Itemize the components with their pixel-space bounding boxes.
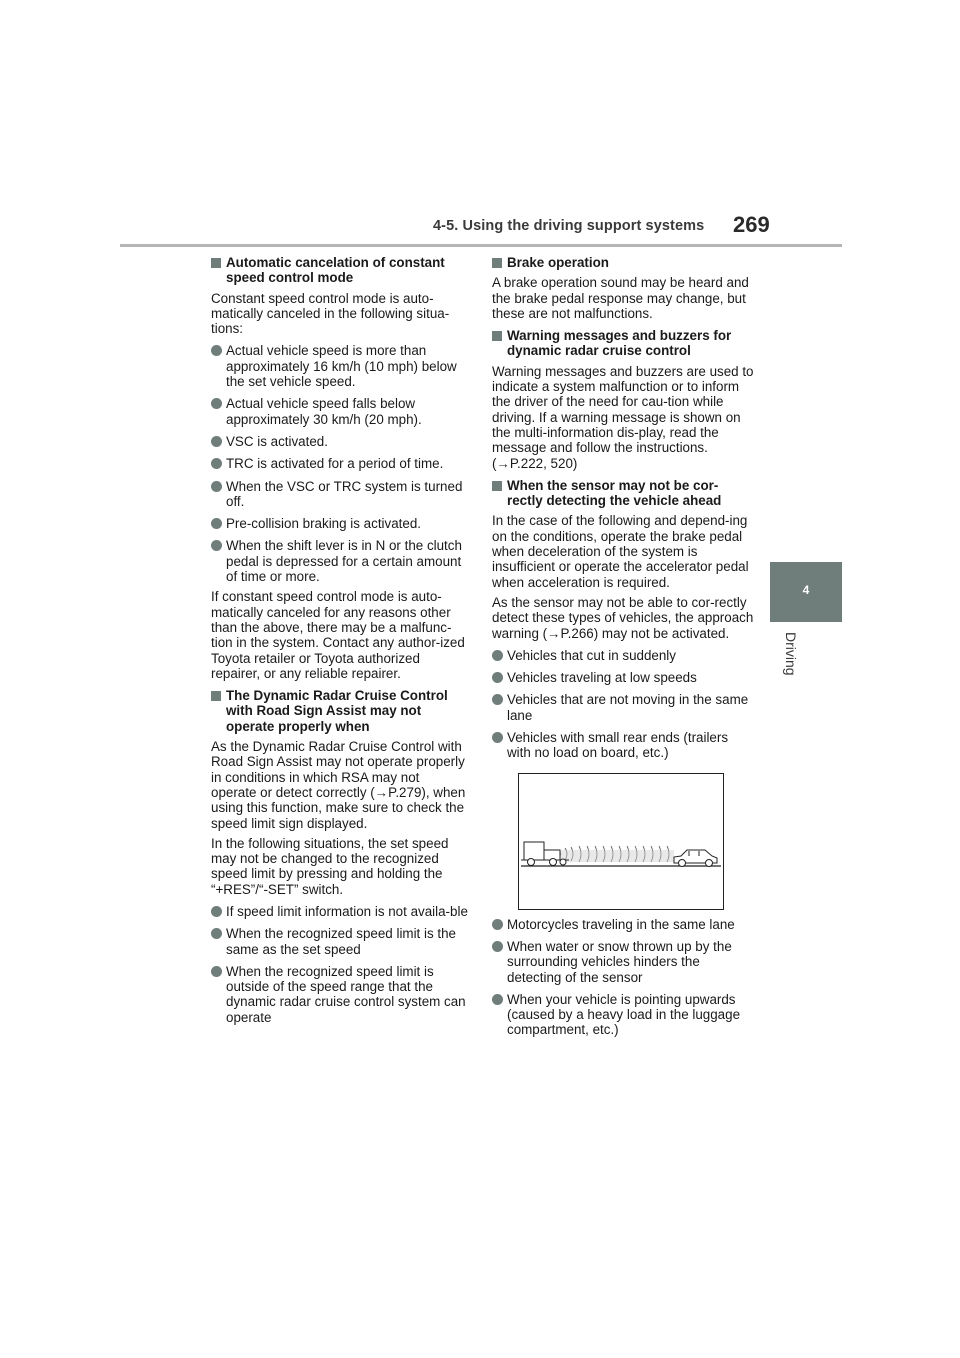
chapter-label-text: Driving: [783, 632, 799, 676]
bullet-item: [211, 396, 468, 427]
section-heading: [492, 328, 754, 359]
circle-bullet-icon: [211, 436, 222, 447]
heading-text: Automatic cancelation of constant speed control mode: [226, 255, 445, 286]
bullet-item: [492, 992, 754, 1038]
circle-bullet-icon: [492, 694, 503, 705]
page-number: 269: [733, 212, 770, 237]
square-bullet-icon: [492, 258, 502, 268]
bullet-text: When the VSC or TRC system is turned off.: [226, 478, 463, 509]
chapter-number: 4: [802, 583, 810, 597]
section-heading: [211, 688, 468, 734]
bullet-item: [492, 939, 754, 985]
section-heading: [492, 255, 754, 270]
square-bullet-icon: [211, 691, 221, 701]
circle-bullet-icon: [492, 650, 503, 661]
right-column: [492, 255, 754, 1038]
bullet-item: [211, 538, 468, 584]
paragraph: In the case of the following and depend-ing on the conditions, operate the brake pedal when deceleration of the system is insufficient or operate the accelerator pedal when acceleration is required.: [492, 513, 749, 590]
bullet-text: When your vehicle is pointing upwards (caused by a heavy load in the luggage compartment, etc.): [507, 991, 741, 1038]
left-column: [211, 255, 468, 1025]
paragraph: As the sensor may not be able to cor-rectly detect these types of vehicles, the approach warning (→P.266) may not be activated.: [492, 594, 754, 641]
bullet-text: When water or snow thrown up by the surrounding vehicles hinders the detecting of the sensor: [507, 938, 732, 985]
bullet-text: Motorcycles traveling in the same lane: [507, 916, 735, 932]
bullet-item: [211, 904, 468, 919]
circle-bullet-icon: [211, 345, 222, 356]
bullet-text: TRC is activated for a period of time.: [226, 456, 444, 472]
section-title: 4-5. Using the driving support systems: [433, 218, 705, 234]
bullet-item: [211, 343, 468, 389]
chapter-label: [783, 632, 801, 692]
paragraph: If constant speed control mode is auto-matically canceled for any reasons other than the above, there may be a malfunc-tion in the system. Contact any author-ized Toyota retailer or Toyota authorized repairer, or any reliable repairer.: [211, 589, 465, 681]
bullet-text: If speed limit information is not availa-ble: [226, 903, 468, 919]
header-divider: [120, 244, 842, 247]
circle-bullet-icon: [211, 906, 222, 917]
circle-bullet-icon: [492, 941, 503, 952]
heading-text: The Dynamic Radar Cruise Control with Road Sign Assist may not operate properly when: [226, 688, 448, 734]
bullet-text: Pre-collision braking is activated.: [226, 516, 421, 532]
bullet-text: Vehicles with small rear ends (trailers with no load on board, etc.): [507, 730, 729, 761]
bullet-item: [492, 648, 754, 663]
square-bullet-icon: [492, 481, 502, 491]
bullet-item: [211, 964, 468, 1025]
bullet-text: Vehicles that cut in suddenly: [507, 647, 676, 663]
section-heading: [211, 255, 468, 286]
circle-bullet-icon: [492, 732, 503, 743]
circle-bullet-icon: [211, 481, 222, 492]
paragraph: Warning messages and buzzers are used to indicate a system malfunction or to inform the driver of the need for cau-tion while driving. If a warning message is shown on the multi-information dis-play, read the message and follow the instructions. (→P.222, 520): [492, 363, 754, 471]
chapter-tab[interactable]: [770, 562, 842, 622]
circle-bullet-icon: [492, 672, 503, 683]
bullet-text: Actual vehicle speed falls below approximately 30 km/h (20 mph).: [226, 396, 422, 427]
bullet-text: When the shift lever is in N or the clutch pedal is depressed for a certain amount of time or more.: [226, 538, 462, 585]
bullet-text: Vehicles that are not moving in the same lane: [507, 692, 749, 723]
paragraph: Constant speed control mode is auto-matically canceled in the following situa-tions:: [211, 290, 450, 337]
bullet-text: VSC is activated.: [226, 433, 328, 449]
circle-bullet-icon: [211, 398, 222, 409]
paragraph: In the following situations, the set speed may not be changed to the recognized speed limit by pressing and holding the “+RES”/“-SET” switch.: [211, 835, 449, 897]
circle-bullet-icon: [211, 966, 222, 977]
bullet-item: [492, 730, 754, 761]
section-heading: [492, 478, 754, 509]
circle-bullet-icon: [211, 458, 222, 469]
bullet-item: [211, 479, 468, 510]
paragraph: As the Dynamic Radar Cruise Control with Road Sign Assist may not operate properly in conditions in which RSA may not operate or detect correctly (→P.279), when using this function, make sure to check the speed limit sign displayed.: [211, 739, 466, 831]
square-bullet-icon: [211, 258, 221, 268]
circle-bullet-icon: [211, 518, 222, 529]
bullet-text: When the recognized speed limit is the same as the set speed: [226, 926, 456, 957]
bullet-item: [211, 926, 468, 957]
bullet-item: [492, 670, 754, 685]
bullet-item: [211, 456, 468, 471]
bullet-item: [492, 692, 754, 723]
square-bullet-icon: [492, 331, 502, 341]
paragraph: A brake operation sound may be heard and the brake pedal response may change, but these are not malfunctions.: [492, 275, 749, 321]
bullet-text: When the recognized speed limit is outside of the speed range that the dynamic radar cruise control system can operate: [226, 963, 466, 1025]
bullet-item: [211, 516, 468, 531]
bullet-text: Actual vehicle speed is more than approximately 16 km/h (10 mph) below the set vehicle speed.: [226, 343, 457, 390]
circle-bullet-icon: [211, 540, 222, 551]
illustration-svg: [519, 774, 723, 909]
bullet-item: [492, 917, 754, 932]
heading-text: Brake operation: [507, 255, 609, 270]
heading-text: When the sensor may not be cor-rectly detecting the vehicle ahead: [507, 477, 722, 509]
circle-bullet-icon: [492, 919, 503, 930]
bullet-item: [211, 434, 468, 449]
heading-text: Warning messages and buzzers for dynamic radar cruise control: [507, 328, 732, 359]
circle-bullet-icon: [492, 994, 503, 1005]
bullet-text: Vehicles traveling at low speeds: [507, 670, 697, 686]
trailer-detection-illustration: [518, 773, 724, 910]
circle-bullet-icon: [211, 928, 222, 939]
